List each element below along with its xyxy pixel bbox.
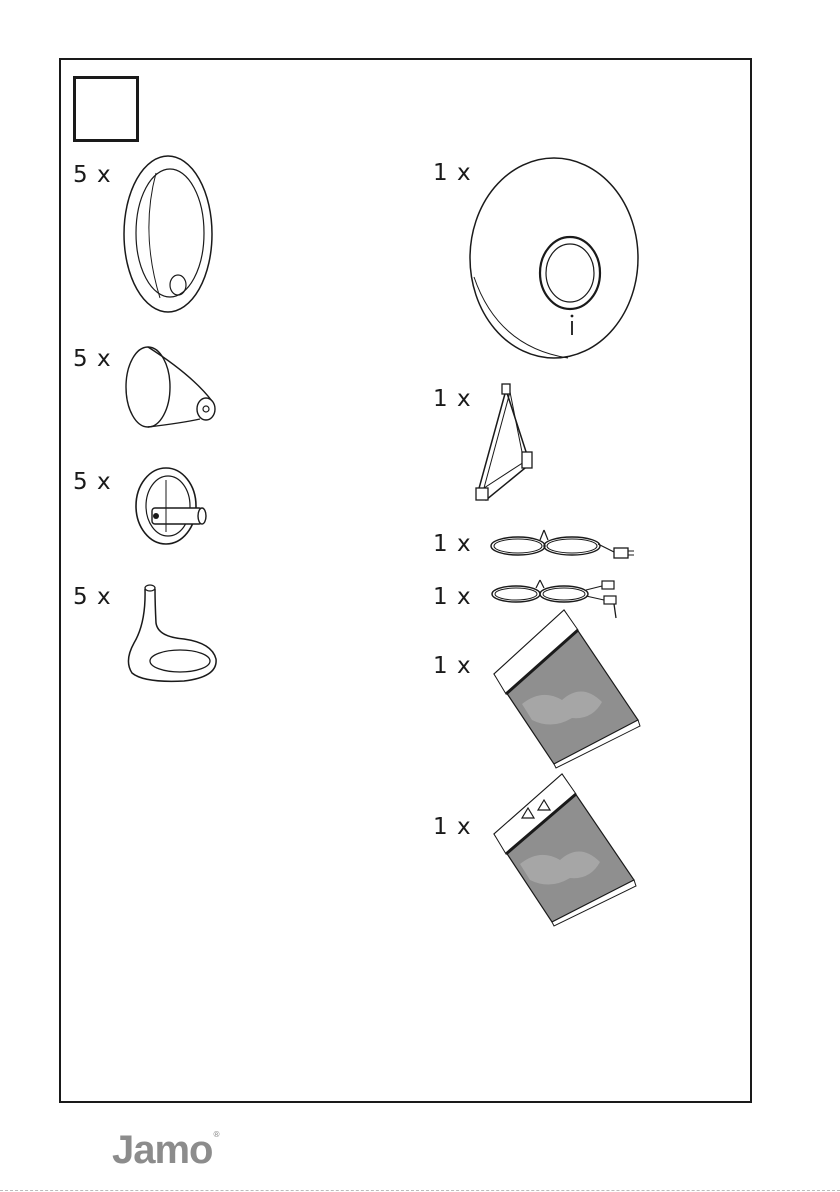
stand-qty: 1 x <box>433 386 472 412</box>
registered-mark: ® <box>212 1130 221 1139</box>
power-cable-qty: 1 x <box>433 531 472 557</box>
base-qty: 5 x <box>73 584 112 610</box>
jamo-logo <box>112 1130 221 1170</box>
cone-qty: 5 x <box>73 346 112 372</box>
triangle-stand-icon <box>472 384 538 506</box>
safety-booklet-qty: 1 x <box>433 814 472 840</box>
central-unit-icon <box>468 157 640 359</box>
manual-qty: 1 x <box>433 653 472 679</box>
safety-booklet-icon <box>492 772 638 924</box>
stand-base-icon <box>124 583 220 685</box>
hub-qty: 1 x <box>433 160 472 186</box>
speaker-icon <box>120 153 216 315</box>
logo-wordmark: Jamo <box>112 1128 213 1172</box>
crop-line <box>0 1190 840 1191</box>
power-cable-icon <box>488 524 638 564</box>
manual-booklet-icon <box>492 608 644 766</box>
audio-cable-qty: 1 x <box>433 584 472 610</box>
bracket-qty: 5 x <box>73 469 112 495</box>
wall-bracket-icon <box>128 466 210 548</box>
step-number-box <box>73 76 139 142</box>
speaker-qty: 5 x <box>73 162 112 188</box>
cone-stand-icon <box>122 345 218 431</box>
